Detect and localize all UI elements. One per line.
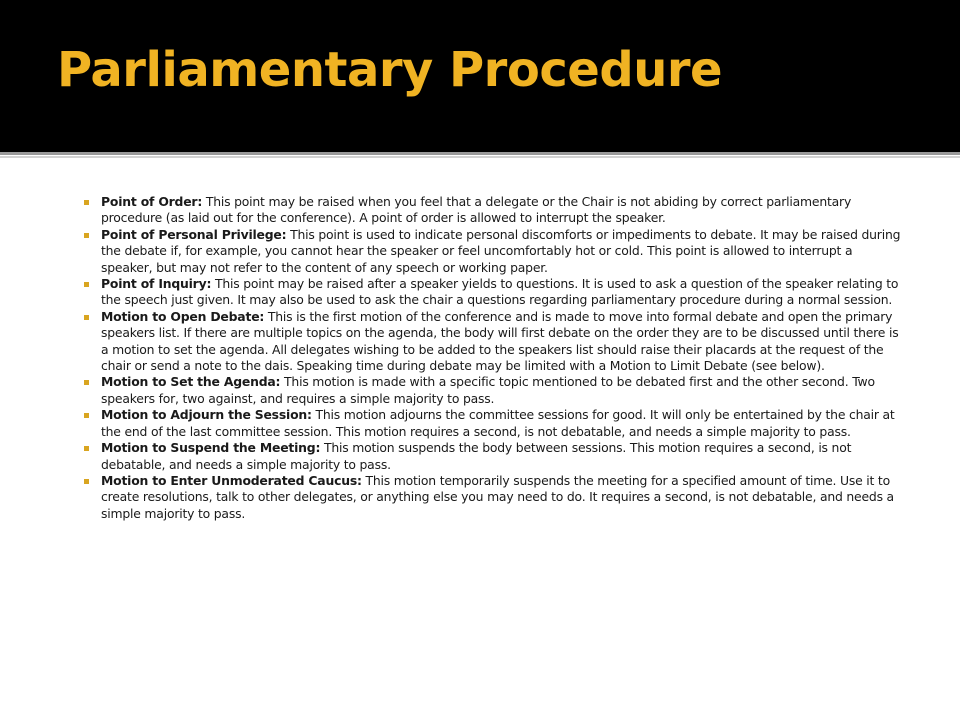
bullet-text: This point is used to indicate personal discomforts or impediments to debate. It may be raised during the debate if, for example, you cannot hear the speaker or feel uncomfortably hot or cold. This point is allowed to interrupt a speaker, but may not refer to the content of any speech or working paper. bbox=[101, 226, 901, 275]
bullet-text: This motion suspends the body between sessions. This motion requires a second, is not debatable, and needs a simple majority to pass. bbox=[101, 440, 852, 472]
bullet-text: This point may be raised after a speaker yields to questions. It is used to ask a question of the speaker relating to the speech just given. It may also be used to ask the chair a questions regarding parliamentary procedure during a normal session. bbox=[101, 276, 899, 308]
square-bullet-icon bbox=[84, 315, 89, 320]
header-divider-light bbox=[0, 156, 960, 158]
square-bullet-icon bbox=[84, 413, 89, 418]
bullet-term: Point of Personal Privilege: bbox=[101, 226, 287, 242]
bullet-term: Point of Inquiry: bbox=[101, 276, 212, 292]
bullet-item-point-of-order bbox=[84, 194, 906, 227]
header-divider bbox=[0, 152, 960, 155]
bullet-item-point-of-inquiry bbox=[84, 276, 906, 309]
bullet-term: Motion to Open Debate: bbox=[101, 308, 265, 324]
bullet-text: This point may be raised when you feel that a delegate or the Chair is not abiding by correct parliamentary procedure (as laid out for the conference). A point of order is allowed to interrupt the speaker. bbox=[101, 194, 852, 226]
square-bullet-icon bbox=[84, 200, 89, 205]
title-bar bbox=[0, 0, 960, 152]
bullet-text: This motion is made with a specific topic mentioned to be debated first and the other second. Two speakers for, two against, and requires a simple majority to pass. bbox=[101, 374, 875, 406]
bullet-item-motion-to-set-the-agenda bbox=[84, 374, 906, 407]
slide-title: Parliamentary Procedure bbox=[57, 42, 723, 98]
bullet-term: Motion to Set the Agenda: bbox=[101, 374, 281, 390]
bullet-item-motion-to-open-debate bbox=[84, 309, 906, 375]
bullet-term: Motion to Adjourn the Session: bbox=[101, 407, 312, 423]
bullet-term: Motion to Enter Unmoderated Caucus: bbox=[101, 472, 362, 488]
square-bullet-icon bbox=[84, 233, 89, 238]
bullet-text: This motion adjourns the committee sessions for good. It will only be entertained by the chair at the end of the last committee session. This motion requires a second, is not debatable, and needs a simple majority to pass. bbox=[101, 407, 895, 439]
bullet-text: This motion temporarily suspends the meeting for a specified amount of time. Use it to create resolutions, talk to other delegates, or anything else you may need to do. It requires a second, is not debatable, and needs a simple majority to pass. bbox=[101, 472, 894, 521]
bullet-term: Point of Order: bbox=[101, 194, 203, 209]
square-bullet-icon bbox=[84, 380, 89, 385]
bullet-term: Motion to Suspend the Meeting: bbox=[101, 440, 321, 456]
square-bullet-icon bbox=[84, 446, 89, 451]
bullet-item-motion-to-adjourn-the-session bbox=[84, 407, 906, 440]
square-bullet-icon bbox=[84, 479, 89, 484]
bullet-list bbox=[84, 194, 906, 522]
square-bullet-icon bbox=[84, 282, 89, 287]
bullet-item-motion-to-enter-unmoderated-caucus bbox=[84, 473, 906, 522]
bullet-item-point-of-personal-privilege bbox=[84, 227, 906, 276]
bullet-item-motion-to-suspend-the-meeting bbox=[84, 440, 906, 473]
bullet-text: This is the first motion of the conference and is made to move into formal debate and open the primary speakers list. If there are multiple topics on the agenda, the body will first debate on the order they are to be discussed until there is a motion to set the agenda. All delegates wishing to be added to the speakers list should raise their placards at the request of the chair or send a note to the dais. Speaking time during debate may be limited with a Motion to Limit Debate (see below). bbox=[101, 308, 899, 374]
